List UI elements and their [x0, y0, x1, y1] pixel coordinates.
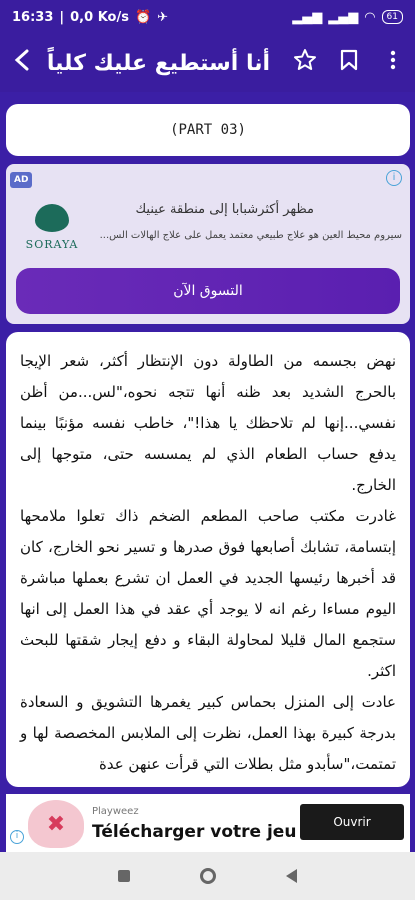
- ad-badge: AD: [10, 172, 32, 188]
- back-arrow-icon[interactable]: [0, 48, 44, 78]
- home-circle-icon[interactable]: [200, 868, 216, 884]
- story-paragraph: نهض بجسمه من الطاولة دون الإنتظار أكثر، شعر الإيجا بالحرج الشديد بعد ظنه أنها تتجه نحوه،"لس...من أظن نفسي...إنها لم تلاحظك يا هذا!"، خاطب نفسه مؤنبًا بينما يدفع حساب الطعام الذي لم يمسسه حتى، متوجها إلى الخارج.: [20, 352, 396, 494]
- advertiser-logo: [20, 204, 84, 264]
- system-nav-bar: [0, 852, 415, 900]
- back-triangle-icon[interactable]: [286, 869, 297, 883]
- airplane-icon: ✈: [157, 9, 169, 25]
- status-bar: [0, 0, 415, 34]
- app-bar: [0, 34, 415, 92]
- status-right: [292, 10, 403, 25]
- status-left: [12, 10, 168, 25]
- signal-icon-2: ▂▄▆: [328, 9, 359, 25]
- game-logo-icon: ✖: [28, 800, 84, 848]
- story-paragraph: غادرت مكتب صاحب المطعم الضخم ذاك تعلوا ملامحها إبتسامة، تشابك أصابعها فوق صدرها و تسير نحو الخارج، كان قد أخبرها رئيسها الجديد في العمل ان تشرع بعملها مباشرة اليوم مساءا رغم انه لا يوجد أي عقد في هذا العمل إلى انها ستجمع المال قليلا لمحاولة البقاء و دفع إيجار شقتها للبحث اكثر.: [20, 507, 396, 680]
- chapter-part-label: (PART 03): [6, 104, 410, 156]
- story-text-card: [6, 332, 410, 787]
- ad-headline: مظهر أكثرشبابا إلى منطقة عينيك: [135, 202, 314, 217]
- ad-info-icon[interactable]: i: [386, 170, 402, 186]
- story-paragraph: عادت إلى المنزل بحماس كبير يغمرها التشويق و السعادة بدرجة كبيرة بهذا العمل، نظرت إلى الملابس المخصصة لها و تمتمت،"سأبدو مثل بطلات التي قرأت عنهن عدة: [20, 693, 396, 773]
- wifi-icon: ◠: [364, 9, 376, 25]
- battery-icon: 61: [382, 10, 403, 24]
- ad-info-icon[interactable]: i: [10, 830, 24, 844]
- top-ad-banner[interactable]: [6, 164, 410, 324]
- alarm-icon: ⏰: [134, 9, 152, 25]
- bottom-ad-open-button[interactable]: Ouvrir: [300, 804, 404, 840]
- more-vertical-icon[interactable]: [371, 50, 415, 76]
- bottom-ad-headline: Télécharger votre jeu: [92, 822, 297, 842]
- recents-square-icon[interactable]: [118, 870, 130, 882]
- advertiser-brand: SORAYA: [25, 238, 79, 251]
- bottom-ad-brand: Playweez: [92, 806, 139, 817]
- bottom-ad-banner[interactable]: [6, 794, 410, 852]
- signal-icon: ▂▄▆: [292, 9, 323, 25]
- ad-shop-now-button[interactable]: التسوق الآن: [16, 268, 400, 314]
- star-icon[interactable]: [283, 48, 327, 78]
- status-time: 16:33: [12, 9, 54, 25]
- ad-description: سيروم محيط العين هو علاج طبيعي معتمد يعمل على علاج الهالات الس...: [99, 230, 402, 241]
- story-title: أنا أستطيع عليك كلياً: [46, 50, 271, 76]
- network-speed: 0,0 Ko/s: [70, 9, 129, 25]
- leaf-logo-icon: [35, 204, 69, 232]
- bookmark-icon[interactable]: [327, 49, 371, 77]
- separator: |: [59, 9, 65, 25]
- reader-content[interactable]: [0, 92, 415, 852]
